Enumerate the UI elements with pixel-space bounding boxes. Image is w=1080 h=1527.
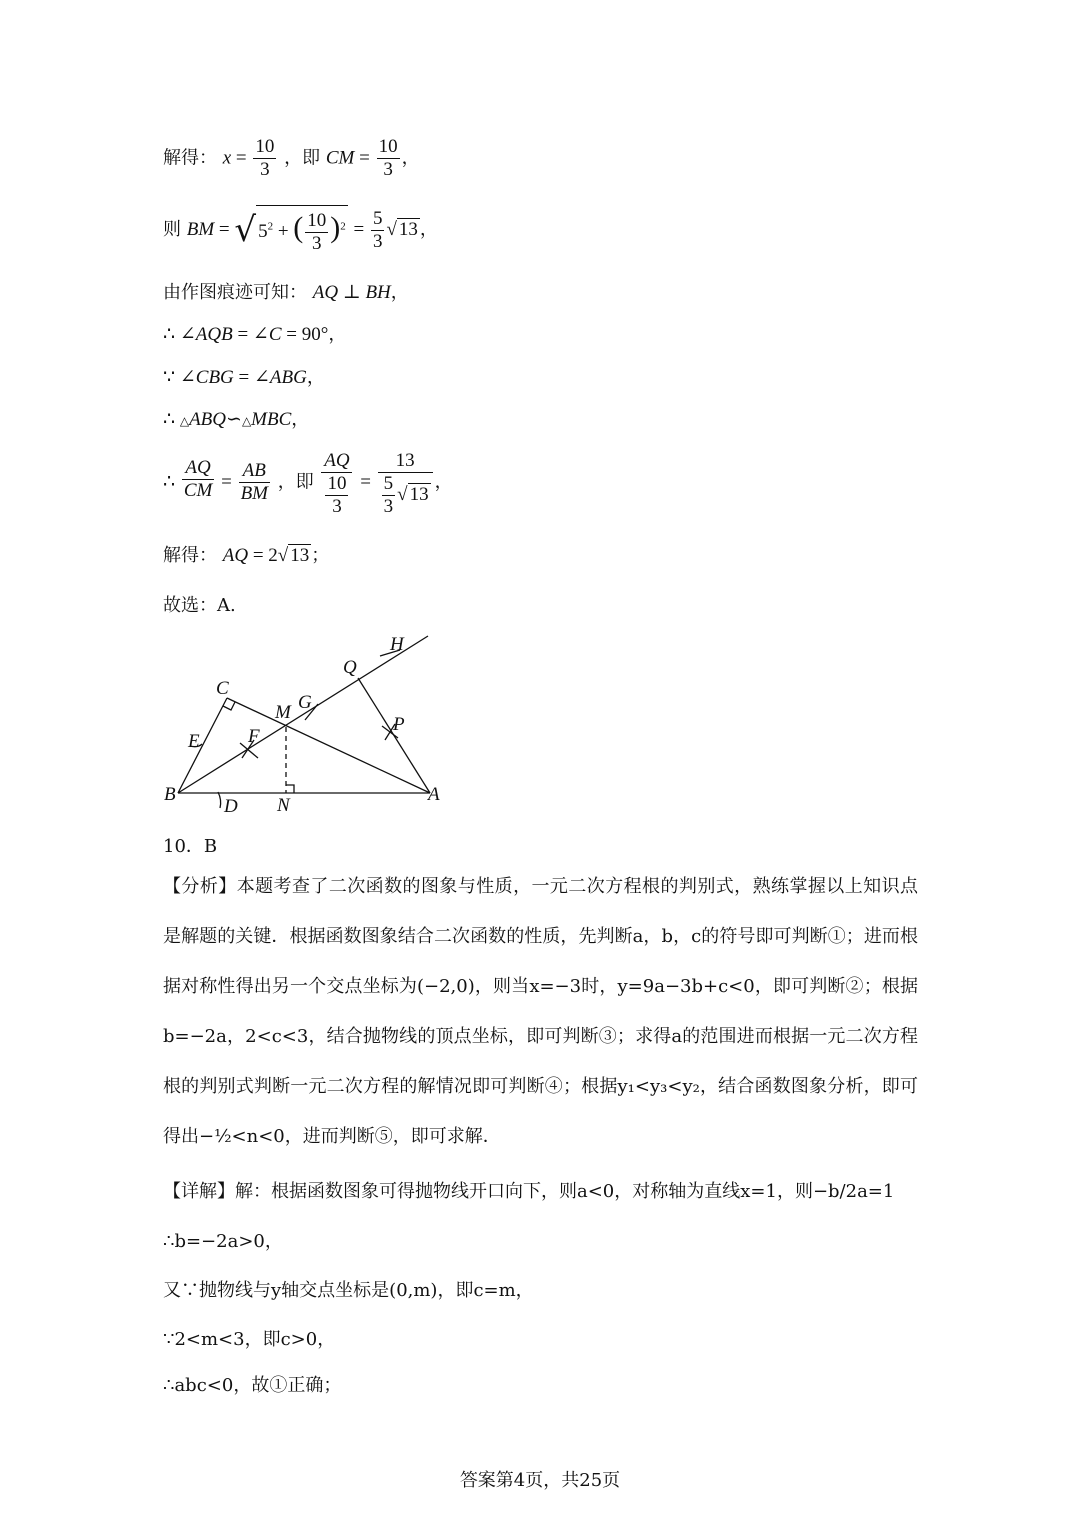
similar-triangles-line: ∴ △ABQ∽△MBC， [163,409,310,430]
label-n: N [277,795,290,816]
label-c: C [216,678,229,699]
detail-line-1: 【详解】解：根据函数图象可得抛物线开口向下，则a<0，对称轴为直线x=1，则−b/2a=1 [163,1181,895,1202]
aq-result-line: 解得： AQ = 2√ 13 ； [163,545,330,566]
label-q: Q [343,657,357,678]
fraction-10-3-b: $\frac{10}{3}$ [378,136,398,180]
ratio-line: ∴ $\frac{AQ}{CM}$ = $\frac{AB}{BM}$ ，即 $\frac{AQ}{\frac{10}{3}}$ = 13 $\frac{5}{3}$ √ 13 ， [163,450,453,517]
label-a: A [428,784,440,805]
page-footer: 答案第4页，共25页 [459,1470,621,1491]
analysis-paragraph [163,862,918,1162]
choice-line: 故选：A. [163,595,236,616]
label-h: H [390,634,404,655]
right-angle-n [286,785,294,793]
angle-cbg-line: ∵ ∠CBG = ∠ABG， [163,367,325,388]
label-f: F [248,726,260,747]
segment-bc [178,698,227,793]
arc-d [218,792,221,808]
answer-10: 10．B [163,836,218,857]
angle-aqb-line: ∴ ∠AQB = ∠C = 90°， [163,324,347,345]
solve-cm-line: 解得： x = $\frac{10}{3}$ ，即 CM = $\frac{10}{3}$ ， [163,136,420,180]
analysis-tag: 【分析】 [163,876,237,897]
label-e: E [188,731,200,752]
detail-line-3: 又∵抛物线与y轴交点坐标是(0,m)，即c=m， [163,1280,534,1301]
ray-bh [178,636,428,793]
label-d: D [224,796,238,817]
detail-line-2: ∴b=−2a>0， [163,1231,283,1252]
label-g: G [298,692,312,713]
label-m: M [275,702,291,723]
detail-tag: 【详解】 [163,1181,235,1202]
fraction-10-3: $\frac{10}{3}$ [255,136,275,180]
label-b: B [164,784,176,805]
geometry-figure [150,628,450,818]
detail-line-5: ∴abc<0，故①正确； [163,1375,342,1396]
construction-line: 由作图痕迹可知： AQ ⊥ BH， [163,282,409,303]
bm-formula-line: 则 BM = √ $5^2$ + ( $\frac{10}{3}$ )$^2$ = $\frac{5}{3}$ √ 13 ， [163,205,438,255]
detail-line-4: ∵2<m<3，即c>0， [163,1329,336,1350]
solve-label: 解得： [163,147,217,169]
label-p: P [393,714,405,735]
analysis-text: 本题考查了二次函数的图象与性质，一元二次方程根的判别式，熟练掌握以上知识点是解题的关键．根据函数图象结合二次函数的性质，先判断a，b，c的符号即可判断①；进而根据对称性得出另一个交点坐标为(−2,0)，则当x=−3时，y=9a−3b+c<0，即可判断②；根据b=−2a，2<c<3，结合抛物线的顶点坐标，即可判断③；求得a的范围进而根据一元二次方程根的判别式判断一元二次方程的解情况即可判断④；根据y₁<y₃<y₂，结合函数图象分析，即可得出−½<n<0，进而判断⑤，即可求解． [163,876,918,1147]
